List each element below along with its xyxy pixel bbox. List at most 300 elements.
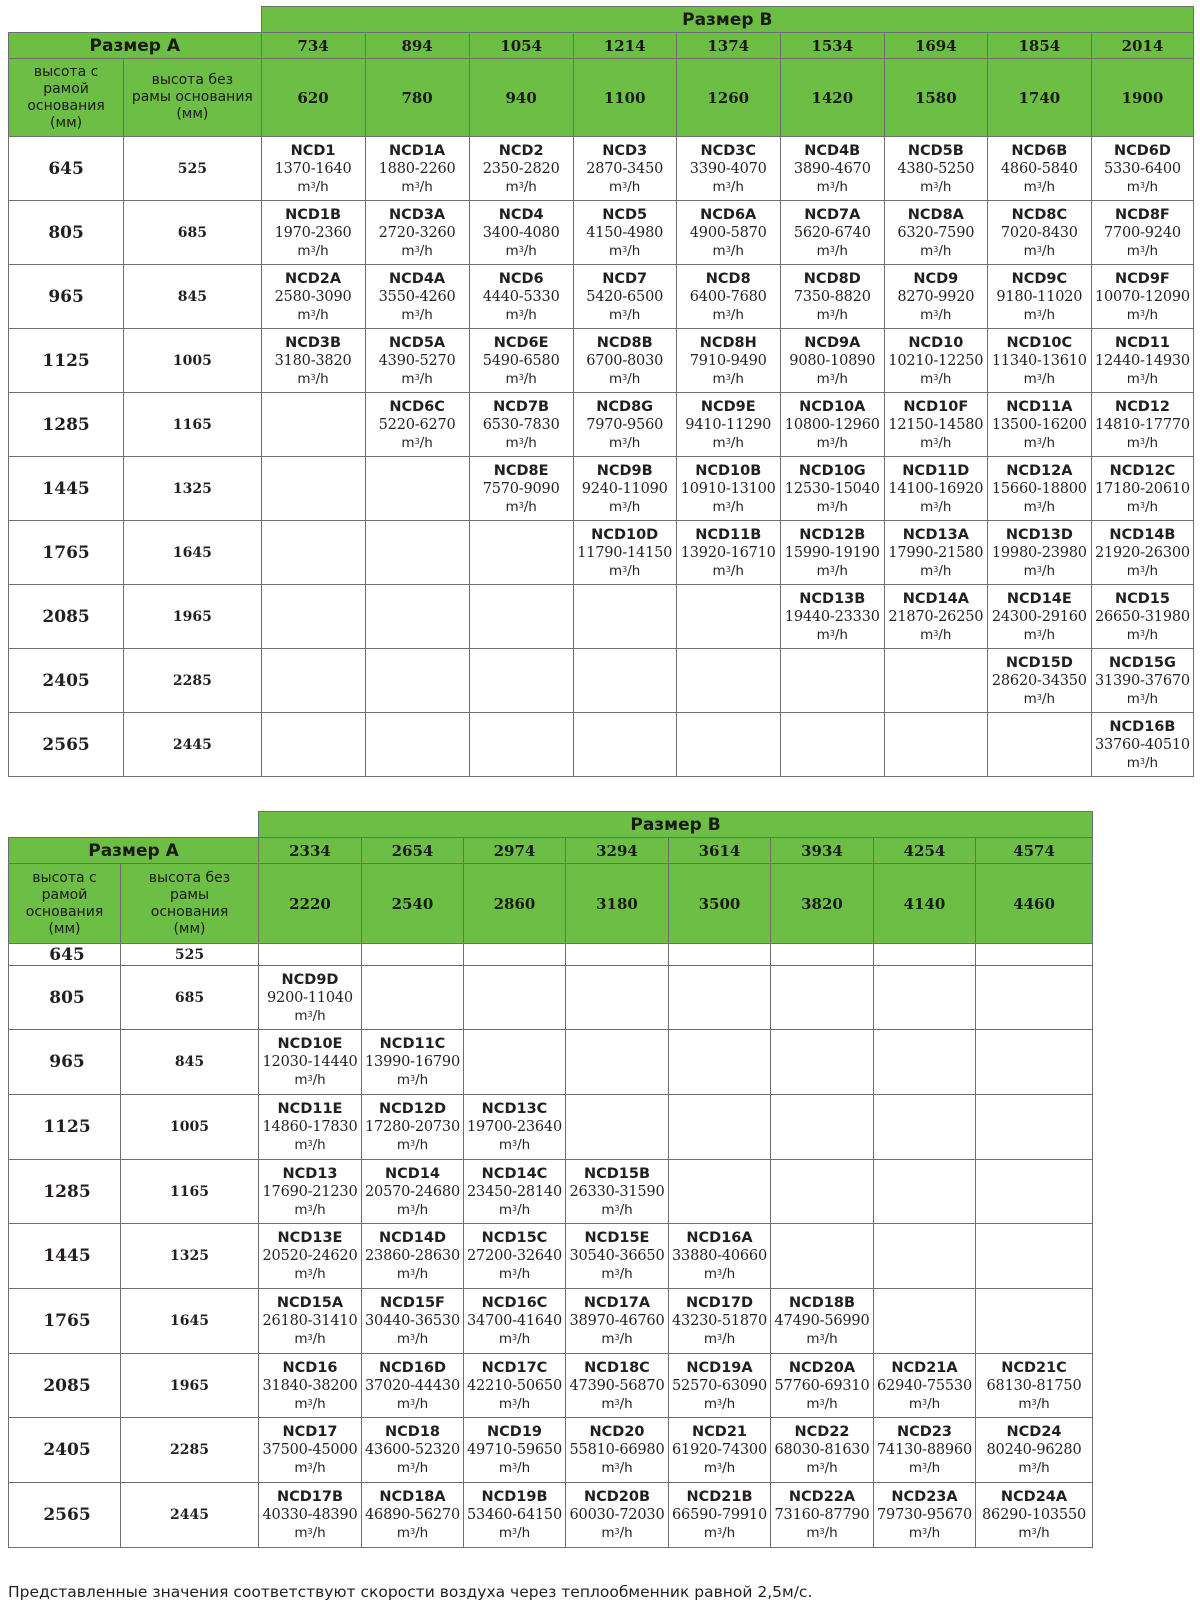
b-without-frame: 3820 (771, 864, 874, 944)
b-with-frame: 2654 (362, 838, 464, 864)
model-cell (874, 1483, 976, 1548)
airflow-unit (574, 370, 676, 388)
airflow-unit (1092, 242, 1193, 260)
unit-tail: /h (938, 306, 952, 323)
model-cell (676, 329, 780, 393)
model-cell (987, 137, 1091, 201)
model-name: NCD21B (686, 1489, 753, 1505)
unit-tail: /h (419, 178, 433, 195)
airflow-range: 79730-95670 (877, 1507, 972, 1523)
unit-exponent: 3 (307, 1009, 313, 1019)
model-cell (365, 329, 469, 393)
unit-tail: /h (1145, 370, 1159, 387)
unit-base: m (297, 242, 311, 259)
airflow-range: 13990-16790 (365, 1054, 460, 1070)
model-name: NCD9C (1011, 270, 1068, 287)
model-cell (884, 585, 987, 649)
unit-exponent: 3 (414, 180, 420, 190)
model-name: NCD1 (290, 142, 336, 159)
airflow-range: 3890-4670 (793, 160, 871, 177)
model-name: NCD8C (1011, 206, 1068, 223)
airflow-range: 3180-3820 (274, 352, 352, 369)
b-without-frame: 4140 (874, 864, 976, 944)
unit-tail: /h (730, 242, 744, 259)
unit-exponent: 3 (622, 436, 628, 446)
model-cell (771, 1354, 874, 1418)
airflow-unit (677, 306, 780, 324)
unit-exponent: 3 (1036, 308, 1042, 318)
height-with-frame: 2085 (9, 585, 124, 649)
unit-tail: /h (834, 178, 848, 195)
airflow-range: 28620-34350 (991, 672, 1087, 689)
height-with-frame: 805 (9, 201, 124, 265)
unit-tail: /h (517, 1137, 531, 1153)
unit-base: m (1023, 626, 1037, 643)
unit-tail: /h (517, 1395, 531, 1412)
empty-cell (874, 1289, 976, 1354)
empty-cell (669, 1030, 771, 1095)
model-cell (469, 457, 573, 521)
empty-cell (874, 1160, 976, 1224)
height-without-frame: 845 (124, 265, 261, 329)
b-without-frame: 1260 (676, 59, 780, 137)
empty-cell (771, 966, 874, 1030)
unit-tail: /h (312, 1331, 326, 1347)
airflow-range: 1880-2260 (378, 160, 456, 177)
airflow-unit (988, 178, 1091, 196)
airflow-unit (677, 498, 780, 516)
airflow-range: 14860-17830 (262, 1119, 358, 1135)
model-name: NCD11E (277, 1101, 343, 1117)
unit-exponent: 3 (1036, 692, 1042, 702)
height-without-frame: 685 (121, 966, 259, 1030)
unit-exponent: 3 (518, 436, 524, 446)
b-with-frame: 4574 (976, 838, 1093, 864)
airflow-unit (574, 434, 676, 452)
unit-exponent: 3 (716, 1527, 723, 1536)
model-cell (780, 201, 884, 265)
model-cell (780, 585, 884, 649)
model-name: NCD7 (602, 270, 648, 287)
height-with-frame: 1285 (9, 1160, 121, 1224)
unit-exponent: 3 (933, 564, 939, 574)
height-without-frame: 1645 (121, 1289, 259, 1354)
unit-tail: /h (938, 178, 952, 195)
height-with-frame: 2565 (9, 1483, 121, 1548)
model-cell (261, 329, 365, 393)
unit-base: m (920, 626, 934, 643)
model-cell (365, 137, 469, 201)
unit-tail: /h (415, 1266, 429, 1282)
unit-base: m (712, 498, 726, 515)
empty-cell (976, 1289, 1093, 1354)
unit-base: m (1023, 562, 1037, 579)
empty-cell (261, 457, 365, 521)
unit-base: m (1023, 498, 1037, 515)
model-cell (1091, 137, 1193, 201)
unit-tail: /h (619, 1331, 633, 1347)
model-cell (566, 1483, 669, 1548)
unit-base: m (1018, 1525, 1032, 1541)
model-cell (987, 649, 1091, 713)
unit-base: m (1126, 690, 1140, 707)
table-row (9, 521, 1194, 585)
model-name: NCD14D (378, 1230, 447, 1246)
airflow-range: 9410-11290 (685, 416, 772, 433)
unit-exponent: 3 (622, 180, 628, 190)
model-cell (259, 966, 362, 1030)
airflow-range: 47390-56870 (569, 1377, 665, 1394)
height-with-frame: 1125 (9, 329, 124, 393)
unit-base: m (294, 1072, 308, 1088)
model-cell (573, 521, 676, 585)
model-name: NCD11B (695, 526, 762, 543)
unit-exponent: 3 (716, 1397, 723, 1407)
b-with-frame: 1374 (676, 33, 780, 59)
unit-exponent: 3 (307, 1074, 313, 1083)
airflow-range: 6320-7590 (897, 224, 975, 241)
model-name: NCD5A (389, 334, 446, 351)
model-name: NCD4 (498, 206, 544, 223)
model-name: NCD6D (1113, 142, 1171, 159)
airflow-unit (1092, 626, 1193, 644)
airflow-range: 3390-4070 (689, 160, 767, 177)
model-cell (566, 1289, 669, 1354)
model-name: NCD16A (686, 1230, 753, 1246)
unit-base: m (609, 498, 623, 515)
model-cell (261, 137, 365, 201)
table-row (9, 713, 1194, 777)
airflow-unit (976, 1524, 1092, 1542)
unit-base: m (1023, 434, 1037, 451)
unit-base: m (712, 434, 726, 451)
model-name: NCD22 (794, 1424, 850, 1440)
unit-tail: /h (1145, 498, 1159, 515)
unit-base: m (505, 498, 519, 515)
unit-tail: /h (1145, 306, 1159, 323)
airflow-unit (259, 1330, 361, 1348)
table-row (9, 1160, 1093, 1224)
height-with-frame: 1445 (9, 1224, 121, 1289)
unit-base: m (703, 1460, 717, 1476)
airflow-unit (1092, 306, 1193, 324)
model-cell (987, 265, 1091, 329)
airflow-range: 2870-3450 (586, 160, 664, 177)
model-name: NCD5 (602, 206, 648, 223)
airflow-unit (669, 1459, 770, 1477)
unit-tail: /h (517, 1266, 531, 1282)
unit-base: m (712, 178, 726, 195)
model-name: NCD9F (1115, 270, 1170, 287)
unit-exponent: 3 (414, 244, 420, 254)
unit-exponent: 3 (829, 628, 835, 638)
capacity-table-1 (8, 6, 1194, 777)
unit-exponent: 3 (310, 244, 316, 254)
model-name: NCD10 (908, 334, 964, 351)
airflow-unit (885, 242, 987, 260)
model-cell (987, 329, 1091, 393)
empty-cell (976, 1160, 1093, 1224)
empty-cell (874, 1224, 976, 1289)
model-cell (884, 393, 987, 457)
unit-exponent: 3 (933, 244, 939, 254)
model-name: NCD23 (897, 1424, 952, 1440)
unit-exponent: 3 (933, 500, 939, 510)
model-cell (573, 265, 676, 329)
unit-tail: /h (938, 242, 952, 259)
model-name: NCD3A (389, 206, 446, 223)
height-without-frame: 1965 (121, 1354, 259, 1418)
unit-base: m (396, 1137, 410, 1153)
airflow-range: 7970-9560 (586, 416, 664, 433)
b-with-frame: 2974 (464, 838, 566, 864)
unit-base: m (294, 1201, 308, 1218)
unit-base: m (294, 1331, 308, 1347)
model-cell (1091, 521, 1193, 585)
unit-tail: /h (722, 1266, 736, 1282)
capacity-table-2 (8, 811, 1093, 1548)
model-cell (259, 1030, 362, 1095)
unit-tail: /h (834, 562, 848, 579)
model-cell (771, 1289, 874, 1354)
unit-base: m (1023, 242, 1037, 259)
empty-cell (464, 1030, 566, 1095)
model-name: NCD13 (282, 1165, 338, 1182)
unit-tail: /h (1145, 626, 1159, 643)
unit-base: m (498, 1266, 512, 1282)
airflow-unit (988, 498, 1091, 516)
unit-tail: /h (619, 1395, 633, 1412)
model-name: NCD17B (276, 1489, 344, 1505)
table-row (9, 1418, 1093, 1483)
empty-cell (365, 713, 469, 777)
model-cell (469, 201, 573, 265)
model-cell (464, 1095, 566, 1160)
unit-base: m (294, 1007, 308, 1024)
unit-tail: /h (1145, 434, 1159, 451)
airflow-unit (771, 1395, 873, 1413)
empty-cell (365, 585, 469, 649)
height-without-frame: 2445 (121, 1483, 259, 1548)
unit-tail: /h (415, 1331, 429, 1347)
model-name: NCD12 (1114, 398, 1170, 415)
model-name: NCD15D (1005, 654, 1073, 671)
unit-exponent: 3 (518, 500, 524, 510)
airflow-unit (885, 178, 987, 196)
model-cell (464, 1289, 566, 1354)
empty-cell (669, 944, 771, 966)
b-with-frame: 3294 (566, 838, 669, 864)
unit-exponent: 3 (511, 1333, 518, 1342)
unit-base: m (505, 370, 519, 387)
unit-exponent: 3 (829, 436, 835, 446)
unit-base: m (908, 1395, 922, 1412)
empty-cell (884, 649, 987, 713)
model-name: NCD10G (798, 462, 866, 479)
airflow-range: 30540-36650 (569, 1248, 665, 1264)
empty-cell (771, 1030, 874, 1095)
unit-exponent: 3 (310, 180, 316, 190)
unit-tail: /h (312, 1007, 326, 1024)
unit-exponent: 3 (829, 500, 835, 510)
unit-tail: /h (312, 1072, 326, 1088)
unit-tail: /h (1041, 370, 1056, 387)
unit-exponent: 3 (307, 1268, 313, 1277)
airflow-range: 26650-31980 (1094, 608, 1190, 625)
model-cell (987, 201, 1091, 265)
unit-base: m (601, 1395, 615, 1412)
airflow-unit (362, 1524, 463, 1542)
unit-exponent: 3 (716, 1462, 723, 1471)
height-with-frame: 965 (9, 265, 124, 329)
height-with-frame: 1445 (9, 457, 124, 521)
unit-base: m (396, 1395, 410, 1412)
empty-cell (676, 585, 780, 649)
b-without-frame: 2220 (259, 864, 362, 944)
unit-tail: /h (1041, 306, 1056, 323)
unit-base: m (1126, 626, 1140, 643)
unit-exponent: 3 (819, 1462, 825, 1471)
model-name: NCD14C (481, 1165, 548, 1182)
airflow-range: 7910-9490 (689, 352, 767, 369)
unit-base: m (712, 242, 726, 259)
unit-exponent: 3 (622, 564, 628, 574)
airflow-range: 1370-1640 (274, 160, 352, 177)
airflow-unit (566, 1201, 668, 1219)
unit-base: m (1126, 434, 1140, 451)
airflow-range: 12150-14580 (888, 416, 984, 433)
airflow-unit (259, 1395, 361, 1413)
airflow-range: 74130-88960 (877, 1442, 972, 1458)
empty-cell (566, 1030, 669, 1095)
model-name: NCD6 (498, 270, 544, 287)
unit-tail: /h (619, 1460, 633, 1476)
unit-tail: /h (927, 1460, 941, 1476)
airflow-range: 17180-20610 (1094, 480, 1190, 497)
unit-base: m (712, 306, 726, 323)
unit-base: m (920, 434, 934, 451)
unit-tail: /h (627, 370, 641, 387)
table-row (9, 201, 1194, 265)
airflow-range: 4150-4980 (586, 224, 664, 241)
unit-tail: /h (722, 1460, 736, 1476)
airflow-unit (781, 434, 884, 452)
model-name: NCD5B (907, 142, 964, 159)
empty-cell (771, 944, 874, 966)
unit-exponent: 3 (725, 244, 731, 254)
unit-exponent: 3 (511, 1139, 518, 1148)
airflow-unit (574, 498, 676, 516)
airflow-unit (874, 1395, 975, 1413)
unit-tail: /h (927, 1395, 941, 1412)
airflow-unit (362, 1395, 463, 1413)
airflow-range: 4390-5270 (378, 352, 456, 369)
unit-tail: /h (1041, 498, 1056, 515)
airflow-unit (464, 1201, 565, 1219)
unit-exponent: 3 (1139, 500, 1145, 510)
unit-base: m (908, 1525, 922, 1541)
unit-tail: /h (722, 1395, 736, 1412)
unit-base: m (1023, 306, 1037, 323)
unit-tail: /h (824, 1525, 838, 1541)
empty-cell (976, 966, 1093, 1030)
model-cell (884, 265, 987, 329)
footnote: Представленные значения соответствуют скорости воздуха через теплообменник равной 2,5м/с. (8, 1583, 813, 1601)
unit-exponent: 3 (511, 1397, 518, 1407)
airflow-unit (259, 1007, 361, 1025)
model-name: NCD21C (1001, 1359, 1067, 1376)
unit-tail: /h (1041, 434, 1056, 451)
model-cell (780, 521, 884, 585)
empty-cell (780, 649, 884, 713)
model-cell (469, 393, 573, 457)
airflow-range: 14100-16920 (888, 480, 984, 497)
model-name: NCD13C (481, 1101, 548, 1117)
unit-base: m (294, 1460, 308, 1476)
airflow-range: 20520-24620 (262, 1248, 358, 1264)
model-name: NCD17D (685, 1295, 754, 1311)
model-name: NCD12B (799, 526, 866, 543)
unit-tail: /h (419, 434, 433, 451)
unit-tail: /h (1145, 562, 1159, 579)
empty-cell (669, 1160, 771, 1224)
unit-tail: /h (523, 178, 537, 195)
unit-base: m (401, 370, 415, 387)
unit-exponent: 3 (614, 1268, 620, 1277)
model-name: NCD14A (902, 590, 969, 607)
unit-base: m (609, 306, 623, 323)
model-cell (573, 393, 676, 457)
b-without-frame: 1580 (884, 59, 987, 137)
model-cell (884, 521, 987, 585)
airflow-unit (669, 1265, 770, 1283)
airflow-range: 24300-29160 (991, 608, 1087, 625)
height-with-frame: 2405 (9, 649, 124, 713)
unit-tail: /h (312, 1137, 326, 1153)
unit-exponent: 3 (829, 244, 835, 254)
airflow-range: 19440-23330 (784, 608, 880, 625)
unit-base: m (908, 1460, 922, 1476)
unit-exponent: 3 (614, 1527, 620, 1536)
unit-base: m (1023, 370, 1037, 387)
empty-cell (365, 457, 469, 521)
airflow-range: 68030-81630 (774, 1442, 870, 1458)
unit-tail: /h (415, 1137, 429, 1153)
unit-tail: /h (730, 370, 744, 387)
model-name: NCD7A (804, 206, 861, 223)
model-cell (464, 1354, 566, 1418)
b-with-frame: 2334 (259, 838, 362, 864)
model-cell (469, 265, 573, 329)
unit-base: m (297, 178, 311, 195)
empty-cell (976, 1095, 1093, 1160)
unit-tail: /h (834, 306, 848, 323)
unit-exponent: 3 (725, 436, 731, 446)
empty-cell (874, 966, 976, 1030)
header-blank (9, 812, 259, 838)
header-blank (9, 7, 262, 33)
height-without-frame: 1645 (124, 521, 261, 585)
model-name: NCD8A (907, 206, 964, 223)
unit-base: m (396, 1460, 410, 1476)
model-name: NCD15E (584, 1230, 650, 1246)
airflow-range: 12530-15040 (784, 480, 880, 497)
unit-tail: /h (1036, 1460, 1050, 1476)
empty-cell (573, 713, 676, 777)
unit-exponent: 3 (1036, 564, 1042, 574)
model-cell (573, 201, 676, 265)
model-cell (566, 1418, 669, 1483)
